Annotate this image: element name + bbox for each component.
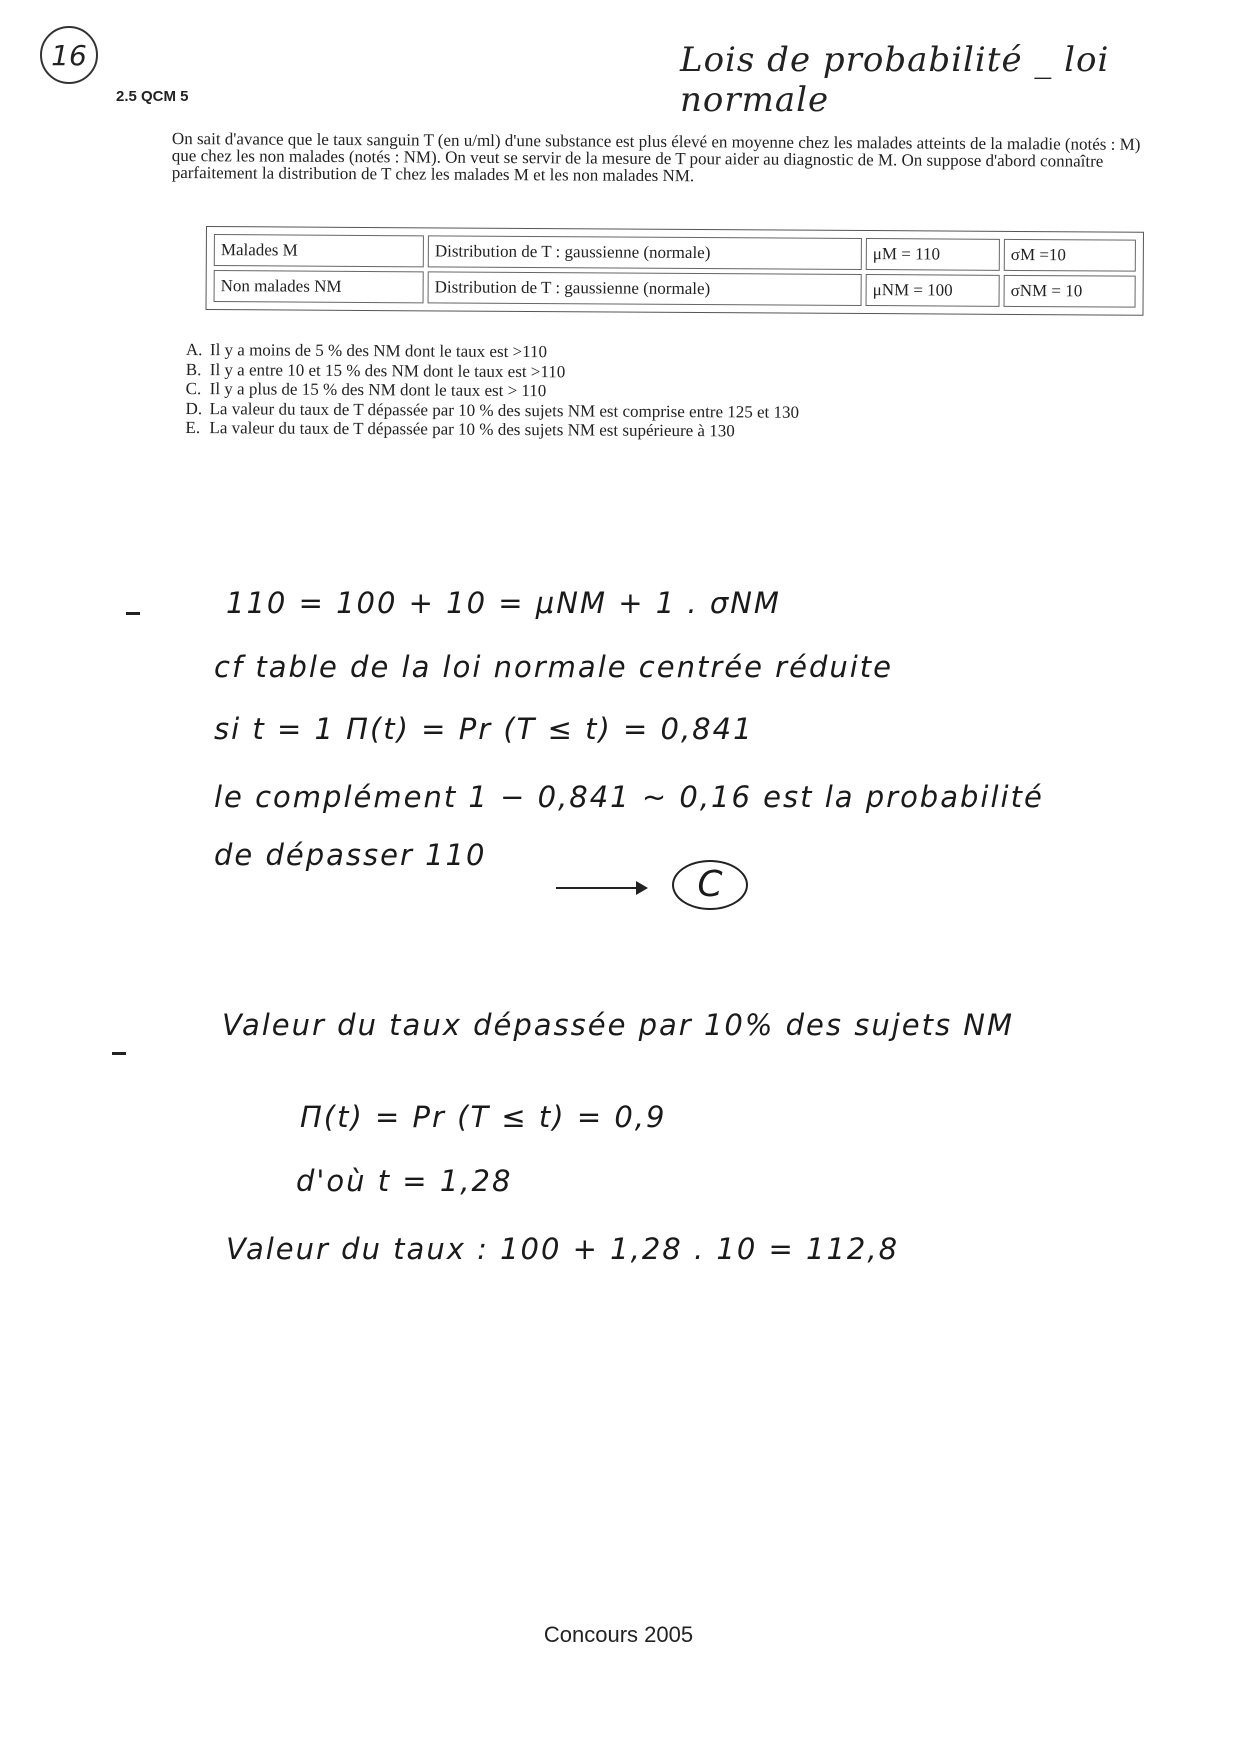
distribution-table	[205, 226, 1143, 316]
option-letter: D.	[185, 398, 203, 418]
option-letter: B.	[185, 359, 202, 379]
table-cell-distribution: Distribution de T : gaussienne (normale)	[428, 271, 862, 306]
table-cell-distribution: Distribution de T : gaussienne (normale)	[428, 235, 862, 270]
option-text: La valeur du taux de T dépassée par 10 % des sujets NM est supérieure à 130	[209, 418, 735, 441]
option-letter: E.	[185, 417, 201, 438]
table-row	[214, 234, 1136, 272]
handwritten-header-note: Lois de probabilité _ loi normale	[680, 40, 1110, 120]
table-cell-mu: μNM = 100	[866, 274, 1000, 307]
table-cell-group: Malades M	[214, 234, 424, 267]
handwritten-answer	[556, 860, 748, 910]
section-label: 2.5 QCM 5	[116, 88, 189, 105]
page-number	[40, 26, 98, 84]
option-letter: C.	[185, 378, 202, 399]
handwritten-line-7: Π(t) = Pr (T ≤ t) = 0,9	[300, 1100, 667, 1134]
answer-option-e	[185, 418, 799, 441]
handwritten-line-5: de dépasser 110	[214, 838, 487, 872]
option-text: Il y a moins de 5 % des NM dont le taux est >110	[209, 340, 548, 362]
answer-options	[185, 340, 799, 441]
handwritten-line-9: Valeur du taux : 100 + 1,28 . 10 = 112,8	[226, 1232, 900, 1266]
handwritten-line-4: le complément 1 − 0,841 ~ 0,16 est la probabilité	[214, 780, 1044, 814]
page-number-text: 16	[51, 38, 87, 72]
table-cell-sigma: σM =10	[1004, 239, 1136, 272]
table-row	[214, 270, 1136, 308]
table-cell-group: Non malades NM	[214, 270, 424, 303]
option-letter: A.	[185, 340, 203, 360]
handwritten-line-3: si t = 1 Π(t) = Pr (T ≤ t) = 0,841	[214, 712, 754, 746]
footer: Concours 2005	[543, 1622, 694, 1647]
handwritten-line-8: d'où t = 1,28	[296, 1164, 513, 1198]
option-text: La valeur du taux de T dépassée par 10 % des sujets NM est comprise entre 125 et 130	[209, 398, 800, 422]
table-cell-mu: μM = 110	[866, 238, 1000, 271]
handwritten-line-6: Valeur du taux dépassée par 10% des sujets NM	[222, 1008, 1015, 1042]
question-intro: On sait d'avance que le taux sanguin T (en u/ml) d'une substance est plus élevé en moyenne chez les malades atteints de la maladie (notés : M) que chez les non malades (notés : NM). On veut se servir de la mesure de T pour aider au diagnostic de M. On suppose d'abord connaître parfaitement la distribution de T chez les malades M et les non malades NM.	[171, 129, 1141, 186]
handwritten-line-2: cf table de la loi normale centrée réduite	[214, 650, 893, 684]
bullet-dash	[112, 1052, 126, 1055]
circled-answer: C	[672, 860, 748, 910]
handwritten-line-1: 110 = 100 + 10 = μNM + 1 . σNM	[226, 586, 781, 620]
option-text: Il y a plus de 15 % des NM dont le taux est > 110	[209, 379, 547, 401]
bullet-dash	[126, 612, 140, 615]
arrow-right-icon	[556, 887, 646, 889]
table-cell-sigma: σNM = 10	[1004, 275, 1136, 308]
option-text: Il y a entre 10 et 15 % des NM dont le taux est >110	[209, 359, 566, 381]
